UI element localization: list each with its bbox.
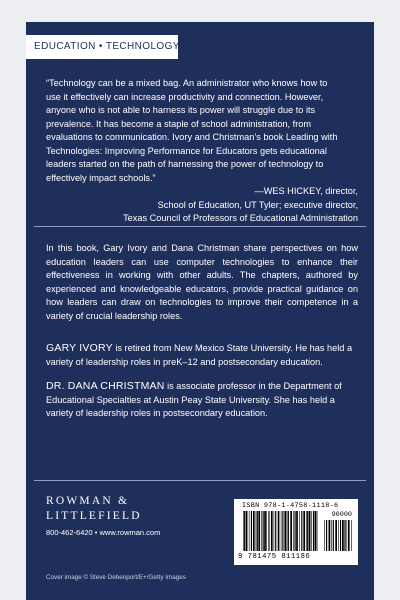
barcode-bar bbox=[251, 511, 252, 551]
barcode-bar bbox=[258, 511, 260, 551]
category-label: EDUCATION • TECHNOLOGY bbox=[34, 41, 180, 52]
barcode-bar bbox=[315, 511, 317, 551]
barcode-bar bbox=[307, 511, 308, 551]
isbn-text: ISBN 978-1-4758-1118-6 bbox=[242, 502, 339, 510]
barcode-bar bbox=[290, 511, 292, 551]
author-bio-text: is associate professor in the Department of Educational Specialties at Austin Peay State University. She has held a variety of leadership roles in postsecondary education. bbox=[46, 381, 342, 418]
divider bbox=[34, 226, 366, 227]
divider bbox=[34, 480, 366, 481]
barcode-bar bbox=[296, 511, 298, 551]
barcode-bar bbox=[243, 511, 244, 551]
barcode-bar bbox=[317, 511, 318, 551]
barcode-bar bbox=[278, 511, 280, 551]
barcode-bar bbox=[340, 520, 341, 551]
endorsement-quote bbox=[46, 77, 358, 226]
barcode-bar bbox=[326, 520, 327, 551]
barcode-bar bbox=[324, 520, 325, 551]
quote-line: evaluations to communication. Ivory and Christman’s book Leading with bbox=[46, 132, 338, 142]
barcode-bar bbox=[345, 520, 346, 551]
barcode-bar bbox=[313, 511, 314, 551]
quote-line: prevalence. It has become a staple of school administration, from bbox=[46, 118, 312, 129]
quote-text bbox=[46, 77, 358, 185]
barcode-bar bbox=[288, 511, 289, 551]
author-bio-1 bbox=[46, 342, 358, 369]
barcode-bar bbox=[264, 511, 266, 551]
barcode-bar bbox=[351, 520, 352, 551]
quote-line: use it effectively can increase productivity and connection. However, bbox=[46, 91, 324, 102]
barcode-bar bbox=[342, 520, 344, 551]
attribution-line: —WES HICKEY, director, bbox=[254, 186, 358, 196]
author-bio-text: is retired from New Mexico State University. He has held a variety of leadership roles in preK–12 and postsecondary education. bbox=[46, 343, 353, 367]
quote-line: anyone who is not able to harness its power will struggle due to its bbox=[46, 105, 316, 115]
ean-barcode-bars bbox=[243, 511, 319, 551]
quote-attribution bbox=[46, 185, 358, 226]
ean-digits: 9 781475 811186 bbox=[238, 553, 311, 561]
author-name: GARY IVORY bbox=[46, 342, 113, 354]
barcode-bar bbox=[333, 520, 334, 551]
barcode-bar bbox=[257, 511, 258, 551]
barcode-bar bbox=[331, 520, 332, 551]
barcode-bar bbox=[256, 511, 257, 551]
barcode-bar bbox=[335, 520, 337, 551]
barcode-bar bbox=[295, 511, 296, 551]
publisher-logo-line2: LITTLEFIELD bbox=[46, 510, 142, 522]
barcode-bar bbox=[271, 511, 273, 551]
addon-barcode-bars bbox=[324, 520, 354, 551]
barcode-bar bbox=[293, 511, 294, 551]
barcode-bar bbox=[246, 511, 248, 551]
barcode-bar bbox=[287, 511, 288, 551]
barcode-bar bbox=[275, 511, 276, 551]
barcode-bar bbox=[249, 511, 250, 551]
publisher-block bbox=[46, 494, 160, 537]
publisher-contact: 800-462-6420 • www.rowman.com bbox=[46, 528, 161, 537]
barcode-bar bbox=[348, 520, 350, 551]
quote-line: leaders started on the path of harnessing the power of technology to bbox=[46, 159, 324, 169]
quote-line: Technologies: Improving Performance for Educators gets educational bbox=[46, 145, 327, 156]
attribution-line: School of Education, UT Tyler; executive director, bbox=[157, 199, 358, 210]
cover-image-credit: Cover image © Steve Debenport/E+/Getty Images bbox=[46, 574, 186, 581]
isbn-barcode bbox=[234, 499, 358, 565]
barcode-bar bbox=[301, 511, 302, 551]
barcode-bar bbox=[261, 511, 262, 551]
barcode-bar bbox=[311, 511, 312, 551]
book-description: In this book, Gary Ivory and Dana Christman share perspectives on how education leaders can use computer technologies to enhance their effectiveness in working with other adults. The chapters, authored by experienced and knowledgeable educators, provide practical guidance on how leaders can draw on technologies to improve their competence in a variety of crucial leadership roles. bbox=[46, 243, 358, 321]
attribution-line: Texas Council of Professors of Educational Administration bbox=[123, 213, 358, 223]
category-tab bbox=[26, 35, 178, 59]
barcode-bar bbox=[282, 511, 283, 551]
author-name: DR. DANA CHRISTMAN bbox=[46, 380, 165, 392]
barcode-bar bbox=[284, 511, 286, 551]
barcode-bar bbox=[266, 511, 267, 551]
back-cover bbox=[26, 22, 374, 600]
barcode-bar bbox=[344, 520, 345, 551]
barcode-bar bbox=[268, 511, 269, 551]
barcode-bar bbox=[263, 511, 264, 551]
barcode-bar bbox=[309, 511, 311, 551]
barcode-bar bbox=[253, 511, 255, 551]
barcode-bar bbox=[244, 511, 245, 551]
barcode-bar bbox=[306, 511, 307, 551]
barcode-bar bbox=[281, 511, 282, 551]
barcode-bar bbox=[299, 511, 300, 551]
quote-line: effectively impact schools.” bbox=[46, 172, 156, 183]
author-bio-2 bbox=[46, 380, 358, 421]
price-code: 90000 bbox=[331, 511, 352, 519]
barcode-bar bbox=[338, 520, 339, 551]
barcode-bar bbox=[303, 511, 305, 551]
quote-line: “Technology can be a mixed bag. An administrator who knows how to bbox=[46, 78, 328, 88]
publisher-logo-line1: ROWMAN & bbox=[46, 495, 130, 507]
barcode-bar bbox=[329, 520, 331, 551]
barcode-bar bbox=[274, 511, 275, 551]
